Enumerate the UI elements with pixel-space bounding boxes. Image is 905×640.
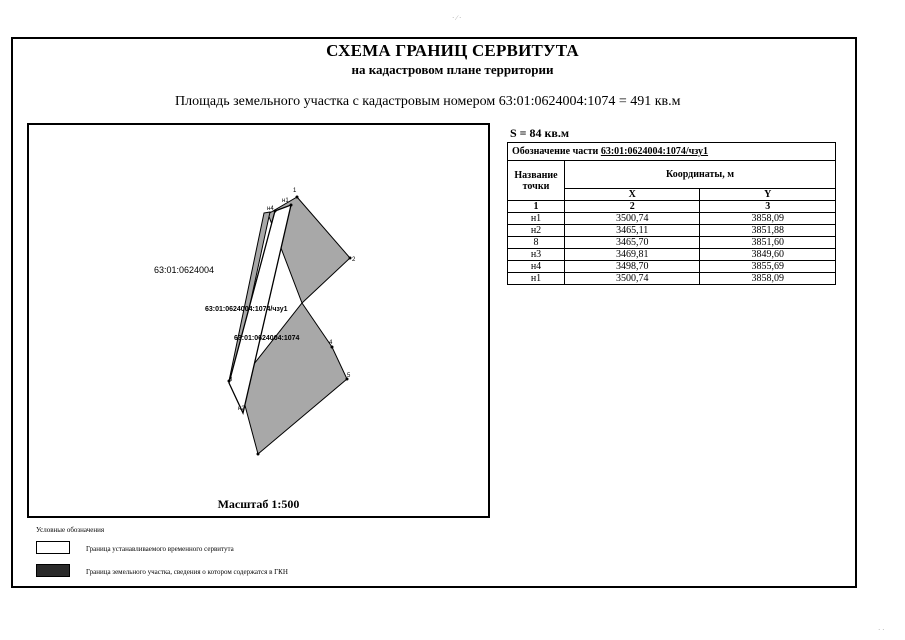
plan-drawing	[29, 125, 488, 516]
page-subtitle: на кадастровом плане территории	[351, 62, 554, 77]
page-title: СХЕМА ГРАНИЦ СЕРВИТУТА	[326, 41, 579, 60]
cell-y: 3858,09	[700, 273, 836, 285]
designation-cell	[508, 143, 836, 161]
cell-point: н1	[508, 273, 565, 285]
designation-value: 63:01:0624004:1074/чзу1	[600, 146, 709, 157]
designation-prefix: Обозначение части	[512, 146, 599, 157]
cell-y: 3851,88	[700, 225, 836, 237]
cell-y: 3851,60	[700, 237, 836, 249]
header-x: X	[565, 189, 700, 201]
cell-point: н2	[508, 225, 565, 237]
header-coordinates: Координаты, м	[565, 161, 836, 189]
table-row	[508, 249, 836, 261]
area-statement: Площадь земельного участка с кадастровым номером 63:01:0624004:1074 = 491 кв.м	[175, 94, 681, 109]
point-label-1: 1	[293, 188, 297, 194]
cell-point: 8	[508, 237, 565, 249]
coordinates-table	[507, 142, 836, 285]
cell-x: 3465,70	[565, 237, 700, 249]
point-label-4: 4	[329, 340, 333, 346]
point-label-n1: н1	[282, 198, 289, 204]
col-num-2: 2	[565, 201, 700, 213]
cell-x: 3498,70	[565, 261, 700, 273]
cell-x: 3465,11	[565, 225, 700, 237]
cell-point: н4	[508, 261, 565, 273]
table-header-row	[508, 161, 836, 189]
servitude-label: 63:01:0624004:1074/чзу1	[205, 306, 288, 313]
col-num-3: 3	[700, 201, 836, 213]
header-y: Y	[700, 189, 836, 201]
table-row	[508, 237, 836, 249]
table-number-row	[508, 201, 836, 213]
header-point-name: Название точки	[508, 161, 565, 201]
cadastral-plan	[27, 123, 490, 518]
table-row	[508, 273, 836, 285]
cell-x: 3500,74	[565, 213, 700, 225]
point-label-2: 2	[352, 257, 356, 263]
parcel-label: 63:01:0624004:1074	[234, 335, 300, 342]
point-label-8: 8	[229, 377, 233, 383]
legend-servitude-text: Граница устанавливаемого временного сервитута	[86, 545, 234, 553]
table-designation-row	[508, 143, 836, 161]
cell-y: 3849,60	[700, 249, 836, 261]
table-row	[508, 225, 836, 237]
cell-y: 3855,69	[700, 261, 836, 273]
table-row	[508, 261, 836, 273]
cell-x: 3500,74	[565, 273, 700, 285]
cell-point: н3	[508, 249, 565, 261]
cell-point: н1	[508, 213, 565, 225]
col-num-1: 1	[508, 201, 565, 213]
scale-label: Масштаб 1:500	[217, 497, 300, 511]
point-label-5: 5	[347, 373, 351, 379]
legend-servitude-swatch	[36, 541, 70, 554]
legend-parcel-text: Граница земельного участка, сведения о котором содержатся в ГКН	[86, 568, 288, 576]
quarter-label: 63:01:0624004	[154, 265, 215, 275]
legend-title: Условные обозначения	[36, 526, 105, 534]
point-label-n2: н2	[238, 406, 245, 412]
point-label-n4: н4	[267, 206, 274, 212]
legend-parcel-swatch	[36, 564, 70, 577]
scan-mark-top: · ∕ ·	[452, 14, 462, 22]
cell-y: 3858,09	[700, 213, 836, 225]
cell-x: 3469,81	[565, 249, 700, 261]
scan-mark-bottom: · ·	[878, 626, 885, 634]
table-row	[508, 213, 836, 225]
servitude-area: S = 84 кв.м	[510, 126, 570, 140]
